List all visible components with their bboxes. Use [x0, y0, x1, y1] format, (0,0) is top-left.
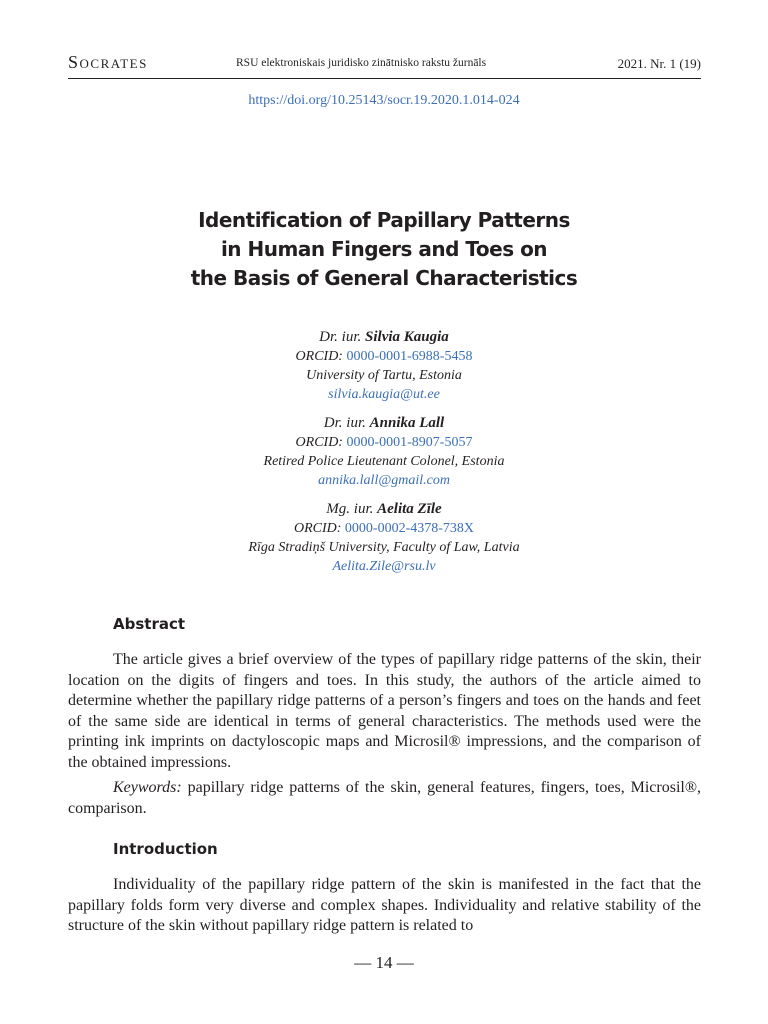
- author-degree: Dr. iur.: [323, 415, 366, 431]
- article-title: [100, 206, 668, 293]
- title-line: Identification of Papillary Patterns: [198, 208, 570, 232]
- author-affiliation: University of Tartu, Estonia: [306, 368, 462, 383]
- author-block: [0, 413, 768, 490]
- author-orcid-line: [0, 433, 768, 452]
- author-degree: Mg. iur.: [326, 501, 374, 517]
- journal-subtitle: RSU elektroniskais juridisko zinātnisko rakstu žurnāls: [236, 57, 487, 69]
- orcid-label: ORCID:: [293, 521, 342, 536]
- introduction-text: Individuality of the papillary ridge pattern of the skin is manifested in the fact that the papillary folds form very diverse and complex shapes. Individuality and relative stability of the structure of the skin without papillary ridge pattern is related to: [68, 876, 701, 934]
- keywords-paragraph: [68, 778, 701, 819]
- running-header: [68, 52, 701, 79]
- author-email-link[interactable]: silvia.kaugia@ut.ee: [328, 387, 440, 402]
- page-number: — 14 —: [354, 953, 414, 972]
- issue-number: 2021. Nr. 1 (19): [617, 56, 701, 71]
- introduction-heading: Introduction: [113, 840, 218, 858]
- author-block: [0, 499, 768, 576]
- author-orcid-line: [0, 347, 768, 366]
- title-line: in Human Fingers and Toes on: [220, 237, 548, 261]
- author-name: Aelita Zīle: [377, 501, 442, 517]
- journal-name: Socrates: [68, 52, 148, 72]
- author-name: Silvia Kaugia: [365, 329, 449, 345]
- author-block: [0, 327, 768, 404]
- abstract-text: The article gives a brief overview of the types of papillary ridge patterns of the skin, their location on the digits of fingers and toes. In this study, the authors of the article aimed to determine whether the papillary ridge patterns of a person’s fingers and toes on the hands and feet of the same side are identical in terms of general characteristics. The methods used were the printing ink imprints on dactyloscopic maps and Microsil® impressions, and the comparison of the obtained impressions.: [68, 651, 701, 771]
- author-email-link[interactable]: annika.lall@gmail.com: [318, 473, 450, 488]
- author-affiliation: Retired Police Lieutenant Colonel, Estonia: [263, 454, 505, 469]
- doi-link[interactable]: https://doi.org/10.25143/socr.19.2020.1.014-024: [248, 93, 520, 108]
- author-orcid-line: [0, 519, 768, 538]
- keywords-label: Keywords:: [113, 779, 182, 796]
- title-line: the Basis of General Characteristics: [190, 266, 578, 290]
- author-affiliation: Rīga Stradiņš University, Faculty of Law, Latvia: [248, 540, 520, 555]
- orcid-link[interactable]: 0000-0001-6988-5458: [346, 349, 473, 364]
- abstract-heading: Abstract: [113, 615, 186, 633]
- author-name-line: [0, 413, 768, 433]
- author-list: [0, 327, 768, 585]
- orcid-link[interactable]: 0000-0002-4378-738X: [344, 521, 475, 536]
- orcid-link[interactable]: 0000-0001-8907-5057: [346, 435, 473, 450]
- keywords-text: papillary ridge patterns of the skin, general features, fingers, toes, Microsil®, comparison.: [68, 779, 702, 817]
- author-email-link[interactable]: Aelita.Zile@rsu.lv: [332, 559, 436, 574]
- author-name-line: [0, 327, 768, 347]
- author-name: Annika Lall: [369, 415, 445, 431]
- orcid-label: ORCID:: [295, 435, 343, 450]
- author-degree: Dr. iur.: [319, 329, 362, 345]
- author-name-line: [0, 499, 768, 519]
- orcid-label: ORCID:: [295, 349, 343, 364]
